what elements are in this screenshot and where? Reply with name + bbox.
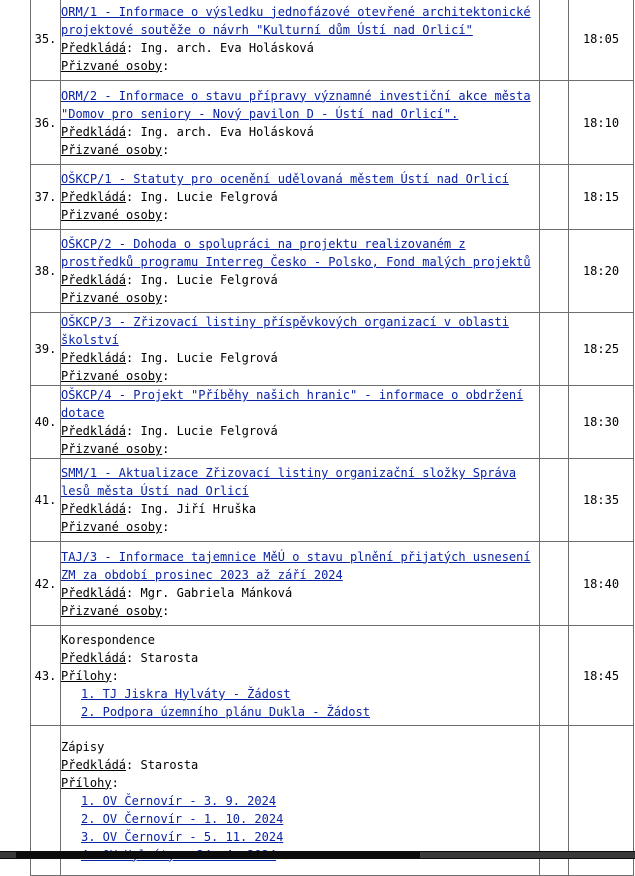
attachments-line: Přílohy: (61, 775, 119, 790)
item-title-link[interactable]: TAJ/3 - Informace tajemnice MěÚ o stavu plnění přijatých usnesení ZM za období prosinec 2023 až září 2024 (61, 549, 531, 582)
blank-cell (540, 81, 569, 165)
predklada-label: Předkládá (61, 124, 127, 139)
prizvane-label: Přizvané osoby (61, 142, 163, 157)
item-number: 42. (31, 542, 61, 626)
scroll-left-arrow[interactable] (0, 852, 16, 858)
item-time: 18:10 (569, 81, 634, 165)
item-time: 18:30 (569, 386, 634, 459)
attachment-link[interactable]: 1. OV Černovír - 3. 9. 2024 (81, 793, 277, 808)
agenda-row (31, 386, 634, 459)
item-number: 36. (31, 81, 61, 165)
item-title-link[interactable]: OŠKCP/2 - Dohoda o spolupráci na projektu realizovaném z prostředků programu Interreg Česko - Polsko, Fond malých projektů (61, 237, 531, 269)
label-line: Předkládá: Mgr. Gabriela Mánková (61, 585, 293, 600)
item-number: 35. (31, 0, 61, 81)
label-line: Předkládá: Ing. Lucie Felgrová (61, 424, 278, 438)
label-line: Předkládá: Starosta (61, 757, 199, 772)
item-title-link[interactable]: SMM/1 - Aktualizace Zřizovací listiny organizační složky Správa lesů města Ústí nad Orlicí (61, 466, 517, 498)
korespondence-title: Korespondence (61, 632, 155, 647)
item-number: 37. (31, 165, 61, 230)
predklada-label: Předkládá (61, 190, 127, 204)
item-number: 38. (31, 230, 61, 313)
blank-cell (540, 230, 569, 313)
blank-cell (540, 0, 569, 81)
item-time: 18:35 (569, 459, 634, 542)
label-line: Předkládá: Ing. Jiří Hruška (61, 502, 257, 516)
item-number: 40. (31, 386, 61, 459)
agenda-row (31, 165, 634, 230)
item-time: 18:20 (569, 230, 634, 313)
predklada-label: Předkládá (61, 502, 127, 516)
item-title-link[interactable]: ORM/2 - Informace o stavu přípravy významné investiční akce města "Domov pro seniory - Nový pavilon D - Ústí nad Orlicí". (61, 88, 531, 121)
item-content (61, 81, 540, 165)
agenda-row (31, 0, 634, 81)
item-title-link[interactable]: OŠKCP/3 - Zřizovací listiny příspěvkových organizací v oblasti školství (61, 315, 509, 347)
label-line: Přizvané osoby: (61, 369, 170, 383)
item-content (61, 0, 540, 81)
predklada-label: Předkládá (61, 273, 127, 287)
agenda-table (30, 0, 634, 876)
blank-cell (540, 459, 569, 542)
item-time: 18:40 (569, 542, 634, 626)
scroll-thumb[interactable] (420, 852, 635, 858)
zapisy-title: Zápisy (61, 739, 105, 754)
item-number: 41. (31, 459, 61, 542)
item-content (61, 542, 540, 626)
predklada-label: Předkládá (61, 424, 127, 438)
item-content (61, 230, 540, 313)
prizvane-label: Přizvané osoby (61, 58, 163, 73)
label-line: Předkládá: Ing. arch. Eva Holásková (61, 124, 314, 139)
prilohy-label: Přílohy (61, 668, 112, 683)
agenda-row (31, 230, 634, 313)
label-line: Přizvané osoby: (61, 291, 170, 305)
label-line: Předkládá: Starosta (61, 650, 199, 665)
prizvane-label: Přizvané osoby (61, 442, 163, 456)
agenda-body (31, 0, 634, 876)
agenda-row (31, 542, 634, 626)
prizvane-label: Přizvané osoby (61, 369, 163, 383)
label-line: Předkládá: Ing. Lucie Felgrová (61, 351, 278, 365)
item-content (61, 165, 540, 230)
label-line: Přizvané osoby: (61, 142, 170, 157)
item-number: 39. (31, 313, 61, 386)
attachments-line: Přílohy: (61, 668, 119, 683)
attachment-link[interactable]: 2. Podpora územního plánu Dukla - Žádost (81, 704, 370, 719)
label-line: Předkládá: Ing. arch. Eva Holásková (61, 40, 314, 55)
predklada-label: Předkládá (61, 757, 127, 772)
blank-cell (540, 386, 569, 459)
attachment-link[interactable]: 2. OV Černovír - 1. 10. 2024 (81, 811, 284, 826)
blank-cell (540, 542, 569, 626)
item-time: 18:15 (569, 165, 634, 230)
attachment-link[interactable]: 3. OV Černovír - 5. 11. 2024 (81, 829, 284, 844)
prizvane-label: Přizvané osoby (61, 291, 163, 305)
item-title-link[interactable]: OŠKCP/4 - Projekt "Příběhy našich hranic" - informace o obdržení dotace (61, 388, 524, 420)
label-line: Přizvané osoby: (61, 208, 170, 222)
agenda-row (31, 459, 634, 542)
prizvane-label: Přizvané osoby (61, 208, 163, 222)
label-line: Předkládá: Ing. Lucie Felgrová (61, 273, 278, 287)
prilohy-label: Přílohy (61, 775, 112, 790)
item-content (61, 313, 540, 386)
label-line: Předkládá: Ing. Lucie Felgrová (61, 190, 278, 204)
predklada-label: Předkládá (61, 585, 127, 600)
agenda-row (31, 81, 634, 165)
item-content (61, 626, 540, 726)
label-line: Přizvané osoby: (61, 58, 170, 73)
label-line: Přizvané osoby: (61, 520, 170, 534)
blank-cell (540, 165, 569, 230)
blank-cell (540, 313, 569, 386)
prizvane-label: Přizvané osoby (61, 603, 163, 618)
attachment-link[interactable]: 1. TJ Jiskra Hylváty - Žádost (81, 686, 291, 701)
predklada-label: Předkládá (61, 650, 127, 665)
blank-cell (540, 626, 569, 726)
item-title-link[interactable]: ORM/1 - Informace o výsledku jednofázové otevřené architektonické projektové soutěže o návrh "Kulturní dům Ústí nad Orlicí" (61, 4, 531, 37)
item-content (61, 386, 540, 459)
item-time: 18:05 (569, 0, 634, 81)
agenda-row (31, 313, 634, 386)
item-title-link[interactable]: OŠKCP/1 - Statuty pro ocenění udělovaná městem Ústí nad Orlicí (61, 172, 509, 186)
korespondence-row (31, 626, 634, 726)
predklada-label: Předkládá (61, 40, 127, 55)
bottom-scrollbar[interactable] (0, 851, 635, 859)
item-time: 18:45 (569, 626, 634, 726)
item-content (61, 459, 540, 542)
item-number: 43. (31, 626, 61, 726)
item-time: 18:25 (569, 313, 634, 386)
label-line: Přizvané osoby: (61, 442, 170, 456)
label-line: Přizvané osoby: (61, 603, 170, 618)
predklada-label: Předkládá (61, 351, 127, 365)
prizvane-label: Přizvané osoby (61, 520, 163, 534)
